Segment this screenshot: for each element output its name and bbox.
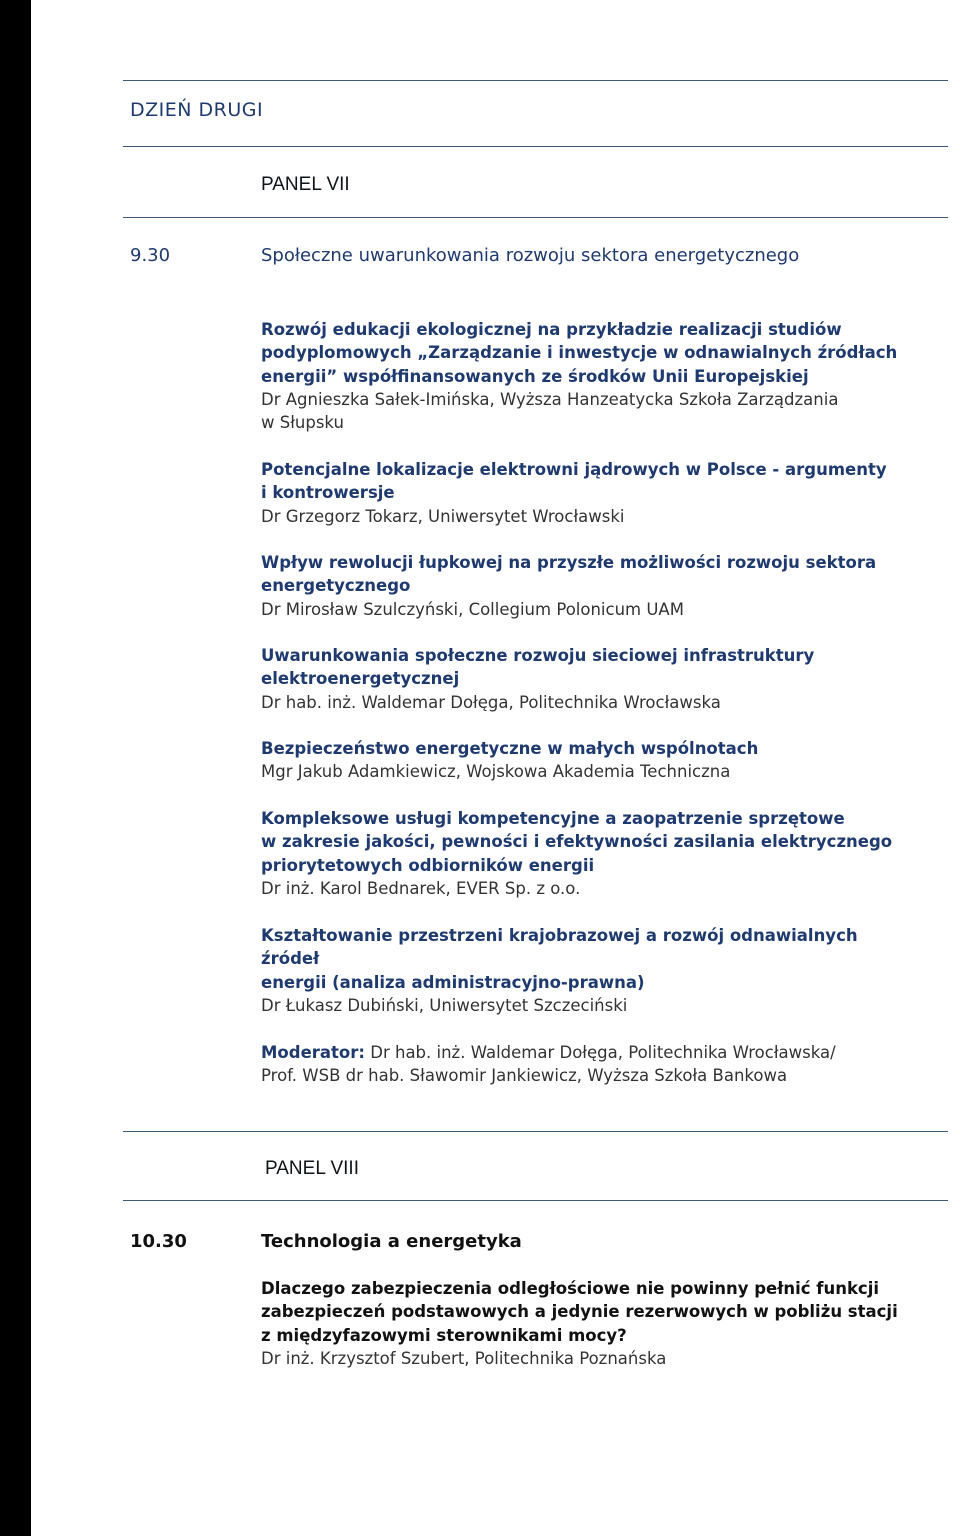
moderator-label: Moderator: xyxy=(261,1043,365,1062)
panel-vii-label: PANEL VII xyxy=(261,174,350,195)
talk-title: w zakresie jakości, pewności i efektywności zasilania elektrycznego xyxy=(261,832,893,852)
left-margin-bar xyxy=(0,0,31,1536)
talk-title: Kształtowanie przestrzeni krajobrazowej a rozwój odnawialnych źródeł xyxy=(261,926,858,969)
talk-item xyxy=(261,924,921,1017)
talk-title: Kompleksowe usługi kompetencyjne a zaopatrzenie sprzętowe xyxy=(261,809,845,828)
talk-speaker: Mgr Jakub Adamkiewicz, Wojskowa Akademia Techniczna xyxy=(261,762,731,782)
talk-speaker: w Słupsku xyxy=(261,413,344,433)
talk-title: priorytetowych odbiorników energii xyxy=(261,855,595,875)
talk-speaker: Dr Łukasz Dubiński, Uniwersytet Szczeciński xyxy=(261,995,628,1015)
day-title: DZIEŃ DRUGI xyxy=(130,99,264,121)
session-time: 9.30 xyxy=(130,245,171,266)
talk-item xyxy=(261,1277,921,1370)
talk-item xyxy=(261,458,921,528)
talk-item xyxy=(261,551,921,621)
moderator-line: Prof. WSB dr hab. Sławomir Jankiewicz, Wyższa Szkoła Bankowa xyxy=(261,1066,788,1086)
talk-title: zabezpieczeń podstawowych a jedynie rezerwowych w pobliżu stacji xyxy=(261,1302,898,1322)
talk-title: Wpływ rewolucji łupkowej na przyszłe możliwości rozwoju sektora xyxy=(261,553,877,572)
moderator-line: Dr hab. inż. Waldemar Dołęga, Politechnika Wrocławska/ xyxy=(370,1043,836,1062)
talk-speaker: Dr Mirosław Szulczyński, Collegium Polonicum UAM xyxy=(261,599,684,619)
talk-title: i kontrowersje xyxy=(261,483,395,503)
talk-title: z międzyfazowymi sterownikami mocy? xyxy=(261,1325,627,1345)
top-rule xyxy=(123,80,948,81)
talk-title: energii (analiza administracyjno-prawna) xyxy=(261,972,645,992)
talk-speaker: Dr inż. Karol Bednarek, EVER Sp. z o.o. xyxy=(261,878,581,898)
session-title: Społeczne uwarunkowania rozwoju sektora energetycznego xyxy=(261,245,800,266)
talk-title: podyplomowych „Zarządzanie i inwestycje w odnawialnych źródłach xyxy=(261,343,898,363)
session-time: 10.30 xyxy=(130,1231,187,1252)
talk-title: energetycznego xyxy=(261,576,411,596)
talk-title: Bezpieczeństwo energetyczne w małych wspólnotach xyxy=(261,739,759,758)
talk-speaker: Dr Grzegorz Tokarz, Uniwersytet Wrocławski xyxy=(261,506,625,526)
panel-viii-label: PANEL VIII xyxy=(265,1158,359,1179)
talk-title: Uwarunkowania społeczne rozwoju sieciowej infrastruktury xyxy=(261,646,815,665)
talk-item xyxy=(261,644,921,714)
talk-speaker: Dr hab. inż. Waldemar Dołęga, Politechnika Wrocławska xyxy=(261,692,721,712)
talk-title: energii” współfinansowanych ze środków Unii Europejskiej xyxy=(261,366,809,386)
panel-viii-rule xyxy=(123,1200,948,1201)
talk-speaker: Dr Agnieszka Sałek-Imińska, Wyższa Hanzeatycka Szkoła Zarządzania xyxy=(261,389,839,409)
panel-divider xyxy=(123,1131,948,1132)
day-rule xyxy=(123,146,948,147)
talk-item xyxy=(261,318,921,434)
talk-title: elektroenergetycznej xyxy=(261,669,460,689)
talk-item xyxy=(261,807,921,900)
talk-title: Potencjalne lokalizacje elektrowni jądrowych w Polsce - argumenty xyxy=(261,460,887,479)
talk-speaker: Dr inż. Krzysztof Szubert, Politechnika Poznańska xyxy=(261,1348,667,1368)
talk-item xyxy=(261,737,921,784)
talk-title: Rozwój edukacji ekologicznej na przykładzie realizacji studiów xyxy=(261,320,842,339)
talk-title: Dlaczego zabezpieczenia odległościowe nie powinny pełnić funkcji xyxy=(261,1279,880,1298)
panel-vii-rule xyxy=(123,217,948,218)
session-title: Technologia a energetyka xyxy=(261,1231,522,1252)
moderator-block xyxy=(261,1041,921,1088)
